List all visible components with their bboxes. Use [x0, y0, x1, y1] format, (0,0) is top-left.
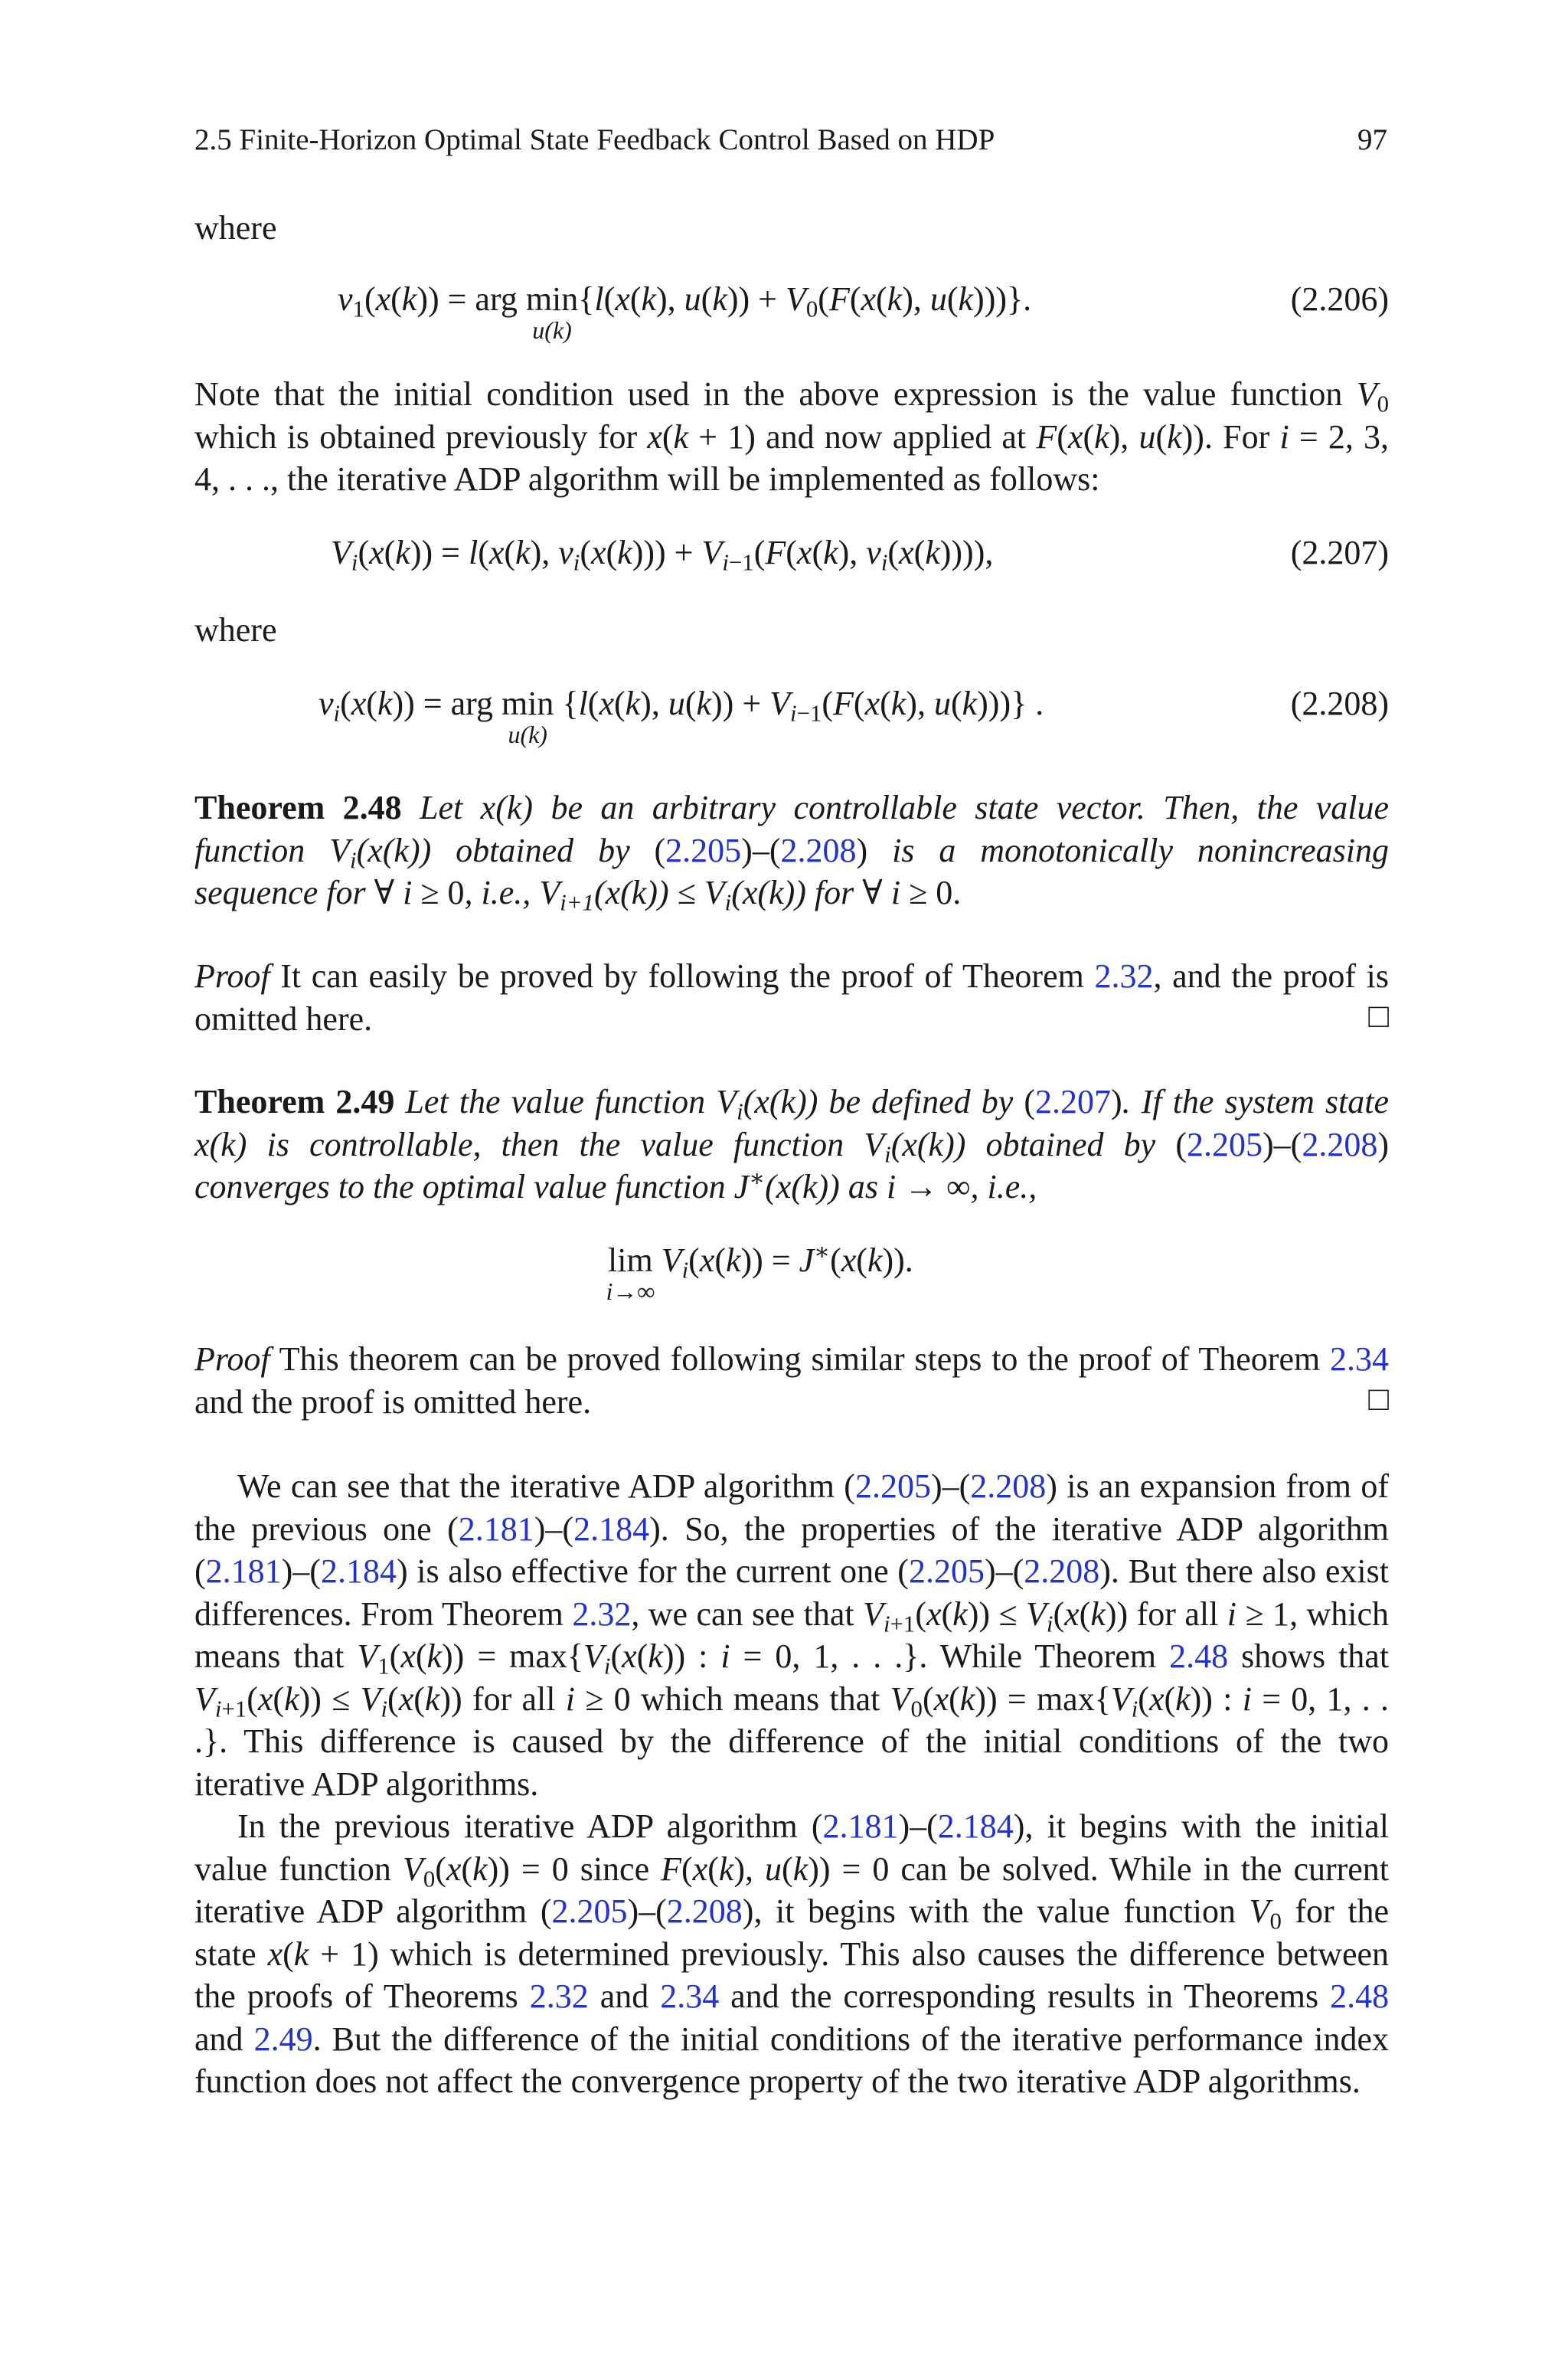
proof-2: Proof This theorem can be proved following similar steps to the proof of Theorem 2.34 and the proof is omitted here. □	[194, 1340, 1389, 1421]
ref-2-48[interactable]: 2.48	[1330, 1977, 1390, 2015]
ref-2-184[interactable]: 2.184	[937, 1807, 1014, 1845]
ref-2-208[interactable]: 2.208	[666, 1892, 743, 1930]
where-word-2: where	[194, 611, 277, 649]
ref-2-207[interactable]: 2.207	[1035, 1083, 1111, 1120]
ref-2-205[interactable]: 2.205	[908, 1552, 985, 1590]
equation-number: (2.207)	[1290, 534, 1389, 571]
limit-equation	[194, 1238, 1389, 1325]
ref-2-205[interactable]: 2.205	[854, 1467, 931, 1505]
ref-2-184[interactable]: 2.184	[573, 1510, 650, 1548]
equation-number: (2.208)	[1290, 685, 1389, 722]
section-title: 2.5 Finite-Horizon Optimal State Feedback Control Based on HDP	[194, 123, 995, 156]
equation-body: lim i→∞ $V_i(x(k)) = J^∗(x(k))$.	[606, 1238, 913, 1305]
ref-2-208[interactable]: 2.208	[1302, 1125, 1378, 1163]
discussion-paragraph-1: We can see that the iterative ADP algorithm (2.205)–(2.208) is an expansion from of the previous one (2.181)–(2.184). So, the properties of the iterative ADP algorithm (2.181)–(2.184) is also effective for the current one (2.205)–(2.208). But there also exist differences. From Theorem 2.32, we can see that $V_{i+1}(x(k)) \le V_i(x(k))$ for all i ≥ 1, which means that $V_1(x(k)) = \max\{V_i(x(k))$ : i = 0, 1, . . .}. While Theorem 2.48 shows that $V_{i+1}(x(k)) \le V_i(x(k))$ for all i ≥ 0 which means that $V_0(x(k)) = \max\{V_i(x(k))$ : i = 0, 1, . . .}. This difference is caused by the difference of the initial conditions of the two iterative ADP algorithms.	[194, 1467, 1390, 1803]
page-number: 97	[1357, 123, 1387, 156]
ref-2-34[interactable]: 2.34	[660, 1977, 720, 2015]
equation-2-206	[194, 280, 1389, 364]
ref-2-205[interactable]: 2.205	[551, 1892, 628, 1930]
equation-2-208	[194, 684, 1389, 768]
discussion-paragraph-2: In the previous iterative ADP algorithm (2.181)–(2.184), it begins with the initial value function $V_0(x(k)) = 0$ since F(x(k), u(k)) = 0 can be solved. While in the current iterative ADP algorithm (2.205)–(2.208), it begins with the value function $V_0$ for the state x(k + 1) which is determined previously. This also causes the difference between the proofs of Theorems 2.32 and 2.34 and the corresponding results in Theorems 2.48 and 2.49. But the difference of the initial conditions of the iterative performance index function does not affect the convergence property of the two iterative ADP algorithms.	[194, 1807, 1390, 2100]
ref-2-205[interactable]: 2.205	[1187, 1125, 1263, 1163]
running-header	[194, 123, 1387, 161]
ref-2-32[interactable]: 2.32	[529, 1977, 589, 2015]
theorem-label: Theorem 2.48	[194, 789, 402, 826]
ref-2-181[interactable]: 2.181	[822, 1807, 899, 1845]
ref-2-208[interactable]: 2.208	[970, 1467, 1047, 1505]
equation-body: $v_1(x(k))$ = arg min u(k) {l(x(k), $u(k)) + V_0(F(x(k)$, u(k)))}.	[338, 280, 1032, 344]
ref-2-208[interactable]: 2.208	[780, 831, 857, 869]
where-word-1: where	[194, 209, 277, 247]
qed-box-icon: □	[1368, 997, 1389, 1035]
proof-1: Proof It can easily be proved by following the proof of Theorem 2.32, and the proof is omitted here. □	[194, 957, 1390, 1038]
proof-label: Proof	[194, 957, 270, 995]
ref-2-34[interactable]: 2.34	[1330, 1340, 1389, 1378]
equation-body: $V_i(x(k)) = l(x(k)$, $v_i(x(k))) + V_{i-1}(F(x(k)$, $v_i(x(k))$)),	[331, 534, 994, 576]
ref-2-181[interactable]: 2.181	[205, 1552, 282, 1590]
ref-2-181[interactable]: 2.181	[458, 1510, 534, 1548]
qed-box-icon: □	[1368, 1380, 1389, 1418]
ref-2-49[interactable]: 2.49	[253, 2020, 313, 2058]
ref-2-208[interactable]: 2.208	[1024, 1552, 1100, 1590]
note-paragraph: Note that the initial condition used in the above expression is the value function $V_0$ which is obtained previously for x(k + 1) and now applied at F(x(k), u(k)). For i = 2, 3, 4, . . ., the iterative ADP algorithm will be implemented as follows:	[194, 375, 1390, 498]
ref-2-32[interactable]: 2.32	[572, 1595, 632, 1633]
proof-label: Proof	[194, 1340, 270, 1378]
ref-2-205[interactable]: 2.205	[665, 831, 742, 869]
equation-2-207	[194, 533, 1389, 617]
theorem-2-48: Theorem 2.48 Let x(k) be an arbitrary controllable state vector. Then, the value function $V_i(x(k))$ obtained by (2.205)–(2.208) is a monotonically nonincreasing sequence for ∀ i ≥ 0, i.e., $V_{i+1}(x(k)) \le V_i(x(k))$ for ∀ i ≥ 0.	[194, 789, 1390, 916]
theorem-label: Theorem 2.49	[194, 1083, 395, 1120]
theorem-2-49: Theorem 2.49 Let the value function $V_i(x(k))$ be defined by (2.207). If the system state x(k) is controllable, then the value function $V_i(x(k))$ obtained by (2.205)–(2.208) converges to the optimal value function J∗(x(k)) as i → ∞, i.e.,	[194, 1083, 1390, 1205]
ref-2-48[interactable]: 2.48	[1169, 1637, 1229, 1675]
ref-2-32[interactable]: 2.32	[1094, 957, 1154, 995]
equation-number: (2.206)	[1290, 280, 1389, 318]
ref-2-184[interactable]: 2.184	[320, 1552, 397, 1590]
equation-body: $v_i(x(k))$ = arg min u(k) {l(x(k), $u(k)) + V_{i-1}(F(x(k)$, u(k)))} .	[318, 685, 1044, 748]
